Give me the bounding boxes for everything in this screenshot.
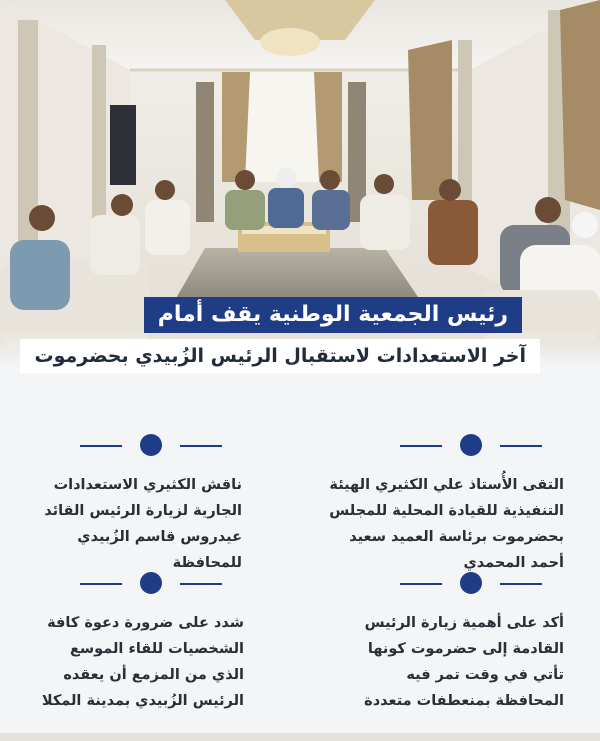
bottom-border bbox=[0, 733, 600, 741]
info-point-3: أكد على أهمية زيارة الرئيس القادمة إلى حضرموت كونها تأتي في وقت تمر فيه المحافظة بمنعطفات متعددة bbox=[364, 615, 564, 709]
bullet-dot-icon bbox=[460, 434, 482, 456]
headline-main: رئيس الجمعية الوطنية يقف أمام bbox=[144, 297, 522, 333]
marker-line bbox=[400, 583, 442, 585]
headline-sub: آخر الاستعدادات لاستقبال الرئيس الزُبيدي بحضرموت bbox=[20, 339, 540, 373]
marker-line bbox=[180, 445, 222, 447]
marker-line bbox=[500, 445, 542, 447]
marker-line bbox=[180, 583, 222, 585]
bullet-marker-2 bbox=[66, 434, 236, 458]
marker-line bbox=[80, 445, 122, 447]
marker-line bbox=[400, 445, 442, 447]
info-point-4: شدد على ضرورة دعوة كافة الشخصيات للقاء الموسع الذي من المزمع أن يعقده الرئيس الزُبيدي بمدينة المكلا bbox=[41, 615, 244, 709]
bullet-dot-icon bbox=[140, 434, 162, 456]
bullet-marker-1 bbox=[386, 434, 556, 458]
info-point-1: التقى الأُستاذ علي الكثيري الهيئة التنفيذية للقيادة المحلية للمجلس بحضرموت برئاسة العميد سعيد أحمد المحمدي bbox=[329, 477, 564, 571]
marker-line bbox=[80, 583, 122, 585]
info-point-2: ناقش الكثيري الاستعدادات الجارية لزيارة الرئيس القائد عيدروس قاسم الزُبيدي للمحافظة bbox=[44, 477, 242, 571]
marker-line bbox=[500, 583, 542, 585]
